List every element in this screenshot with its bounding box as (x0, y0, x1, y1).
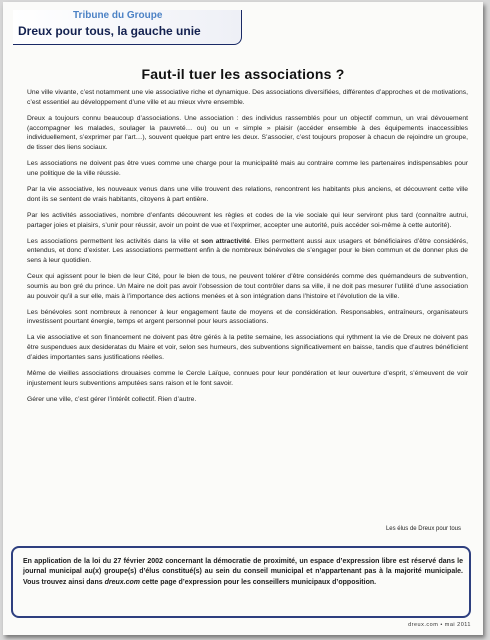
paragraph-1: Une ville vivante, c’est notamment une vie associative riche et dynamique. Des associations diversifiées, différentes d’approches et de motivations, c’est essentiel au développement d’une ville et au mieux vivre ensemble. (27, 89, 468, 106)
paragraph-11: Gérer une ville, c’est gérer l’intérêt collectif. Rien d’autre. (27, 395, 197, 403)
paragraph-8: Les bénévoles sont nombreux à renoncer à leur engagement faute de moyens et de considération. Responsables, entraîneurs, organisateurs investissent pourtant énergie, temps et argent personnel pour leurs associations. (27, 308, 468, 326)
notice-text-before: En application de la loi du 27 février 2002 concernant la démocratie de proximité, un espace d’expression libre est réservé dans le journal municipal au(x) groupe(s) d’élus constitué(s) au sein du conseil municipal et n’appartenant pas à la majorité municipale. Vous trouvez ainsi dans (23, 558, 463, 586)
article-title: Faut-il tuer les associations ? (141, 66, 345, 82)
paragraph-2: Dreux a toujours connu beaucoup d’associations. Une association : des individus rassemblés pour un objectif commun, un vrai dévouement (accompagner les malades, soulager la pauvreté… ou) ou un « simple » plaisir (accéder ensemble à des équipements inaccessibles individuellement, s’exprimer par l’art…), souvent quelque part entre les deux. S’associer, c’est toujours proposer à chacun de rejoindre un groupe, de tisser des liens sociaux. (27, 114, 468, 152)
header-label: Tribune du Groupe (73, 10, 163, 21)
page-footer: dreux.com • mai 2011 (408, 622, 471, 628)
paragraph-3: Les associations ne doivent pas être vues comme une charge pour la municipalité mais au contraire comme les partenaires indispensables pour une politique de la ville réussie. (27, 160, 468, 177)
paragraph-6: Les associations permettent les activités dans la ville et son attractivité. Elles permettent aussi aux usagers et bénéficiaires d’être considérés, entendus, et donc d’exister. Les associations permettent enfin à de nombreux bénévoles de s’engager pour le bien commun et de donner plus de sens à leur quotidien. (27, 237, 469, 265)
notice-site-link: dreux.com (104, 578, 140, 586)
legal-notice-box (11, 546, 471, 618)
paragraph-4: Par la vie associative, les nouveaux venus dans une ville trouvent des relations, rencontrent les habitants plus anciens, et découvrent cette ville dont ils se sentent de vrais habitants, citoyens à part entière. (27, 185, 468, 203)
signature: Les élus de Dreux pour tous (385, 526, 461, 532)
paragraph-7: Ceux qui agissent pour le bien de leur Cité, pour le bien de tous, ne peuvent tolérer d’être considérés comme des quémandeurs de subvention, soumis au bon gré du prince. Un Maire ne doit pas avoir l’obsession de tout contrôler dans sa ville, il ne doit pas mesurer l’utilité d’une association au pouvoir qu’il a sur elle, mais à l’importance des actions menées et à son intégration dans l’histoire et l’évolution de la ville. (27, 273, 468, 300)
paragraph-9: La vie associative et son financement ne doivent pas être gérés à la petite semaine, les associations qui rythment la vie de Dreux ne doivent pas être suspendues aux desideratas du Maire et voir, selon ses humeurs, des subventions significativement en baisse, tandis que d’autres bénéficient d’aides importantes sans justifications réelles. (27, 334, 468, 362)
paragraph-5: Par les activités associatives, nombre d’enfants découvrent les règles et codes de la vie sociale qui leur serviront plus tard (connaître autrui, partager joies et plaisirs, s’unir pour réussir, avoir un point de vue et l’exprimer, accepter une autorité, puis accéder soi-même à cette autorité). (27, 211, 468, 229)
legal-notice-text (23, 557, 463, 588)
paragraph-10: Même de vieilles associations drouaises comme le Cercle Laïque, connues pour leur pondération et leur ouverture d’esprit, s’émeuvent de voir injustement leurs subventions amputées sans raison et le font savoir. (27, 370, 468, 387)
article-body (27, 88, 468, 411)
header-title: Dreux pour tous, la gauche unie (18, 24, 201, 38)
emphasis-attractivite: son attractivité (201, 237, 250, 245)
notice-text-after: cette page d’expression pour les conseillers municipaux d’opposition. (139, 578, 377, 586)
page-sheet (3, 2, 483, 635)
